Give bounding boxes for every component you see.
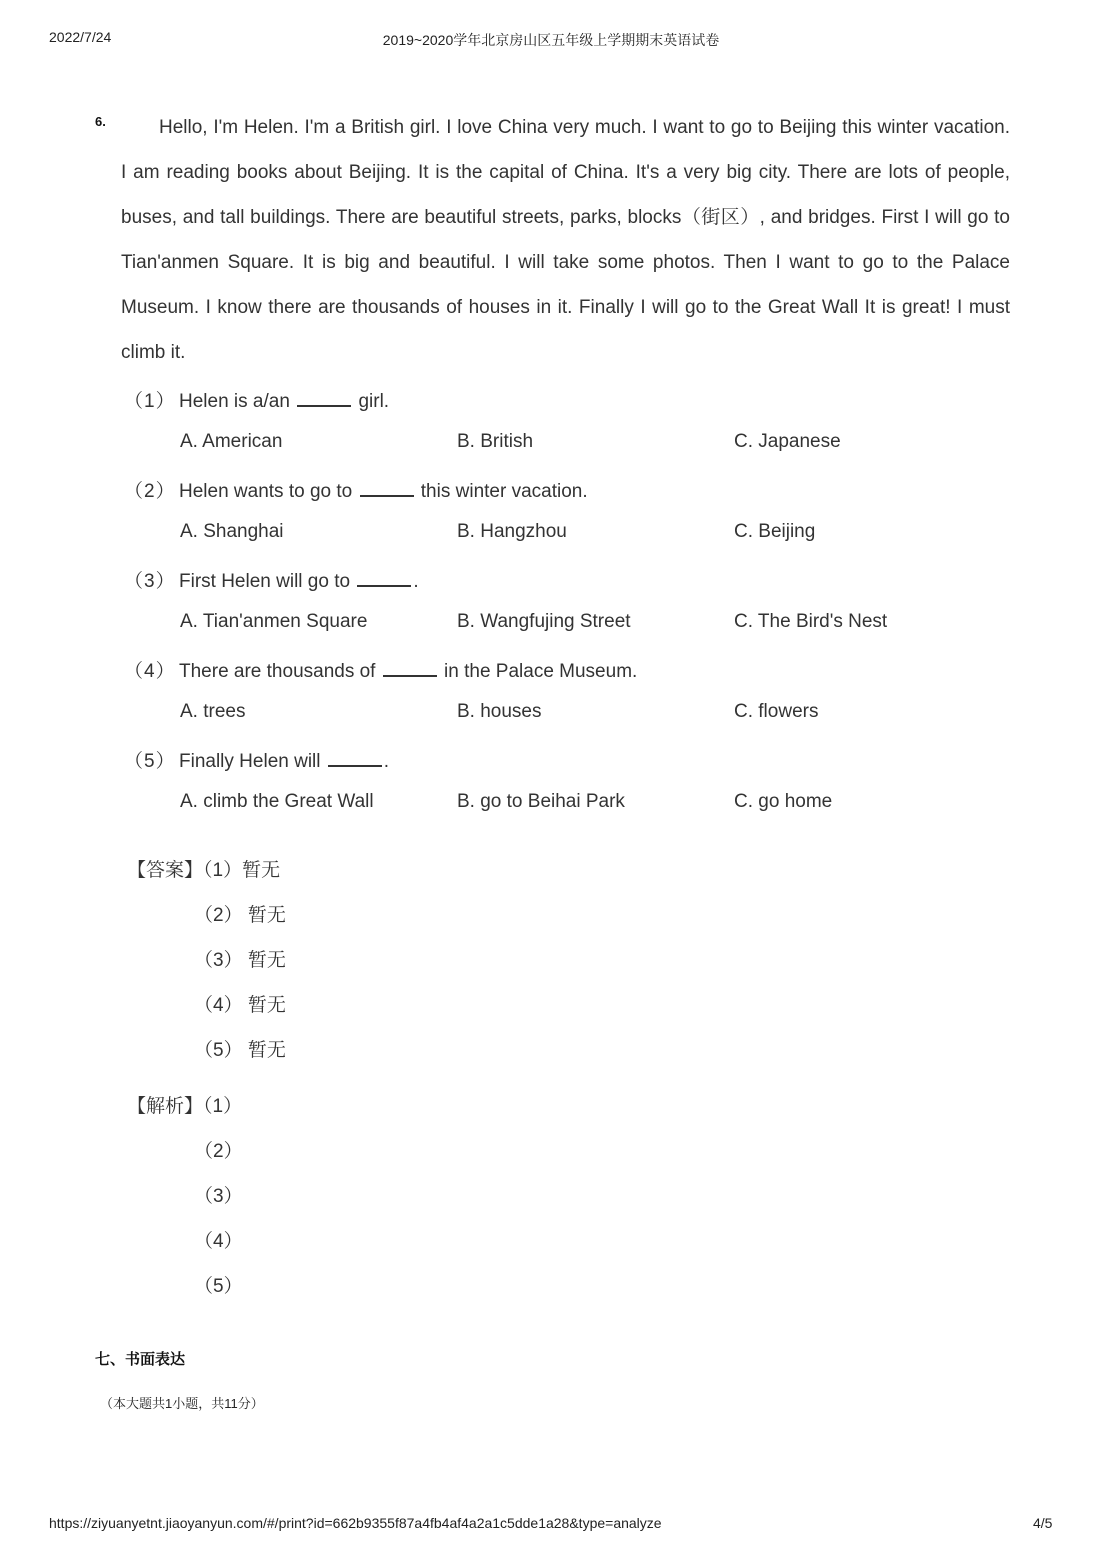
sub-question-stem-before: There are thousands of <box>179 661 376 682</box>
option-b: B. go to Beihai Park <box>457 791 625 812</box>
answer-label: 【答案】 <box>127 860 204 881</box>
answer-blank <box>357 569 411 587</box>
option-a: A. trees <box>180 701 246 722</box>
print-date: 2022/7/24 <box>49 29 112 45</box>
analysis-label: 【解析】 <box>127 1096 204 1117</box>
option-b: B. Wangfujing Street <box>457 611 631 632</box>
option-b: B. Hangzhou <box>457 521 567 542</box>
sub-question-number: （2） <box>124 481 176 502</box>
option-b: B. British <box>457 431 534 452</box>
analysis-item-3: （3） <box>194 1186 243 1207</box>
option-a: A. Shanghai <box>180 521 284 542</box>
reading-passage <box>121 105 1010 375</box>
answer-item-2: （2） 暂无 <box>194 905 286 926</box>
section-title: 七、书面表达 <box>95 1351 186 1368</box>
option-a: A. American <box>180 431 283 452</box>
sub-question-stem-after: girl. <box>358 391 390 412</box>
analysis-item-1: （1） <box>203 1096 243 1117</box>
option-a: A. climb the Great Wall <box>180 791 374 812</box>
sub-question-5 <box>124 746 389 773</box>
option-c: C. flowers <box>734 701 819 722</box>
answer-item-5: （5） 暂无 <box>194 1040 286 1061</box>
option-a: A. Tian'anmen Square <box>180 611 368 632</box>
option-b: B. houses <box>457 701 542 722</box>
sub-question-stem-after: . <box>413 571 419 592</box>
section-note: （本大题共1小题，共11分） <box>100 1396 264 1411</box>
page-number: 4/5 <box>1033 1515 1053 1531</box>
option-c: C. go home <box>734 791 833 812</box>
answer-item-3: （3） 暂无 <box>194 950 286 971</box>
passage-text: Hello, I'm Helen. I'm a British girl. I love China very much. I want to go to Beijing this winter vacation. I am reading books about Beijing. It is the capital of China. It's a very big city. There are lots of people, buses, and tall buildings. There are beautiful streets, parks, blocks（街区）, and bridges. First I will go to Tian'anmen Square. It is big and beautiful. I will take some photos. Then I want to go to the Palace Museum. I know there are thousands of houses in it. Finally I will go to the Great Wall It is great! I must climb it. <box>121 117 1010 363</box>
sub-question-stem-before: Finally Helen will <box>179 751 321 772</box>
analysis-block <box>127 1091 242 1118</box>
sub-question-number: （5） <box>124 751 176 772</box>
option-c: C. Beijing <box>734 521 816 542</box>
footer-url-link[interactable]: https://ziyuanyetnt.jiaoyanyun.com/#/print?id=662b9355f87a4fb4af4a2a1c5dde1a28&type=analyze <box>49 1515 662 1531</box>
option-c: C. The Bird's Nest <box>734 611 888 632</box>
sub-question-number: （1） <box>124 391 176 412</box>
sub-question-4 <box>124 656 637 683</box>
answer-blank <box>360 479 414 497</box>
sub-question-stem-before: Helen wants to go to <box>179 481 353 502</box>
sub-question-stem-after: in the Palace Museum. <box>444 661 638 682</box>
answer-block <box>127 855 280 882</box>
analysis-item-2: （2） <box>194 1141 243 1162</box>
sub-question-1 <box>124 386 389 413</box>
answer-blank <box>383 659 437 677</box>
answer-item-4: （4） 暂无 <box>194 995 286 1016</box>
sub-question-number: （4） <box>124 661 176 682</box>
sub-question-stem-after: . <box>383 751 390 772</box>
answer-blank <box>328 749 382 767</box>
question-number: 6. <box>95 114 106 129</box>
answer-blank <box>297 389 351 407</box>
sub-question-2 <box>124 476 588 503</box>
option-c: C. Japanese <box>734 431 841 452</box>
sub-question-3 <box>124 566 419 593</box>
sub-question-stem-before: Helen is a/an <box>179 391 290 412</box>
sub-question-stem-after: this winter vacation. <box>420 481 588 502</box>
sub-question-number: （3） <box>124 571 176 592</box>
document-title: 2019~2020学年北京房山区五年级上学期期末英语试卷 <box>382 32 720 48</box>
analysis-item-5: （5） <box>194 1276 243 1297</box>
analysis-item-4: （4） <box>194 1231 243 1252</box>
answer-item-1: （1）暂无 <box>203 860 281 881</box>
sub-question-stem-before: First Helen will go to <box>179 571 351 592</box>
